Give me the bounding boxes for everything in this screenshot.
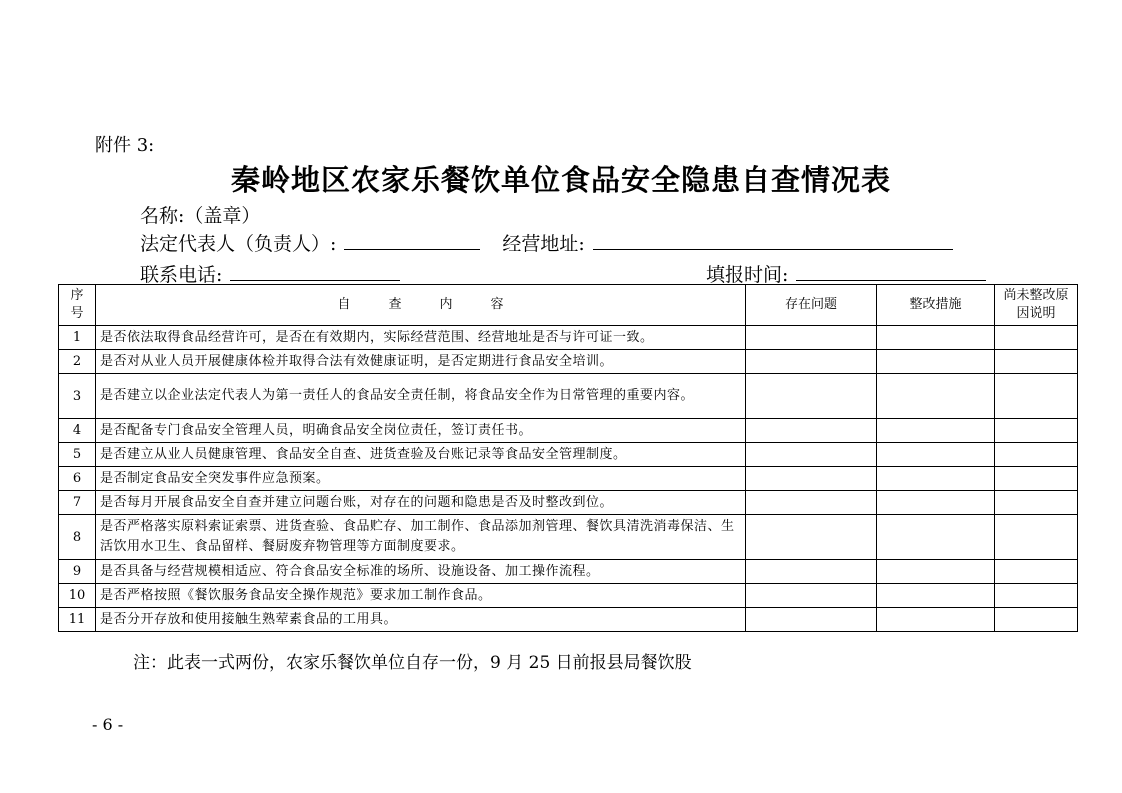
phone-label: 联系电话:	[140, 264, 223, 286]
header-content: 自查内容	[96, 285, 746, 326]
table-row	[59, 515, 1078, 560]
header-index: 序号	[59, 285, 96, 326]
table-row	[59, 350, 1078, 374]
row-reason-cell[interactable]	[995, 350, 1078, 374]
row-number: 4	[59, 419, 96, 443]
row-measures-cell[interactable]	[877, 608, 995, 632]
row-measures-cell[interactable]	[877, 419, 995, 443]
fill-time-label: 填报时间:	[706, 264, 789, 286]
header-issues: 存在问题	[746, 285, 877, 326]
row-number: 3	[59, 374, 96, 419]
row-content: 是否分开存放和使用接触生熟荤素食品的工用具。	[96, 608, 746, 632]
attachment-label: 附件 3:	[95, 135, 155, 156]
row-number: 6	[59, 467, 96, 491]
document-title: 秦岭地区农家乐餐饮单位食品安全隐患自查情况表	[230, 163, 891, 197]
row-reason-cell[interactable]	[995, 326, 1078, 350]
row-issues-cell[interactable]	[746, 443, 877, 467]
row-measures-cell[interactable]	[877, 443, 995, 467]
row-number: 9	[59, 560, 96, 584]
row-reason-cell[interactable]	[995, 491, 1078, 515]
row-measures-cell[interactable]	[877, 350, 995, 374]
self-check-table	[58, 284, 1078, 632]
row-content: 是否制定食品安全突发事件应急预案。	[96, 467, 746, 491]
row-reason-cell[interactable]	[995, 467, 1078, 491]
row-measures-cell[interactable]	[877, 515, 995, 560]
row-number: 7	[59, 491, 96, 515]
row-number: 8	[59, 515, 96, 560]
row-measures-cell[interactable]	[877, 491, 995, 515]
row-measures-cell[interactable]	[877, 374, 995, 419]
row-number: 5	[59, 443, 96, 467]
row-number: 11	[59, 608, 96, 632]
table-row	[59, 326, 1078, 350]
name-row	[140, 201, 260, 228]
row-measures-cell[interactable]	[877, 560, 995, 584]
row-issues-cell[interactable]	[746, 374, 877, 419]
row-reason-cell[interactable]	[995, 515, 1078, 560]
fill-time-field[interactable]	[796, 262, 986, 281]
address-label: 经营地址:	[502, 233, 585, 255]
table-row	[59, 584, 1078, 608]
row-content: 是否严格按照《餐饮服务食品安全操作规范》要求加工制作食品。	[96, 584, 746, 608]
row-content: 是否严格落实原料索证索票、进货查验、食品贮存、加工制作、食品添加剂管理、餐饮具清洗消毒保洁、生活饮用水卫生、食品留样、餐厨废弃物管理等方面制度要求。	[96, 515, 746, 560]
row-reason-cell[interactable]	[995, 560, 1078, 584]
table-row	[59, 374, 1078, 419]
row-number: 10	[59, 584, 96, 608]
legal-rep-field[interactable]	[344, 231, 480, 250]
row-issues-cell[interactable]	[746, 491, 877, 515]
row-issues-cell[interactable]	[746, 608, 877, 632]
row-measures-cell[interactable]	[877, 584, 995, 608]
row-content: 是否建立从业人员健康管理、食品安全自查、进货查验及台账记录等食品安全管理制度。	[96, 443, 746, 467]
table-row	[59, 443, 1078, 467]
row-number: 2	[59, 350, 96, 374]
row-content: 是否建立以企业法定代表人为第一责任人的食品安全责任制，将食品安全作为日常管理的重要内容。	[96, 374, 746, 419]
table-header-row	[59, 285, 1078, 326]
row-content: 是否对从业人员开展健康体检并取得合法有效健康证明，是否定期进行食品安全培训。	[96, 350, 746, 374]
row-content: 是否配备专门食品安全管理人员，明确食品安全岗位责任，签订责任书。	[96, 419, 746, 443]
row-content: 是否每月开展食品安全自查并建立问题台账，对存在的问题和隐患是否及时整改到位。	[96, 491, 746, 515]
row-measures-cell[interactable]	[877, 467, 995, 491]
address-field[interactable]	[593, 231, 953, 250]
row-issues-cell[interactable]	[746, 326, 877, 350]
row-issues-cell[interactable]	[746, 419, 877, 443]
table-row	[59, 491, 1078, 515]
row-number: 1	[59, 326, 96, 350]
row-content: 是否具备与经营规模相适应、符合食品安全标准的场所、设施设备、加工操作流程。	[96, 560, 746, 584]
legal-rep-label: 法定代表人（负责人）:	[140, 233, 337, 255]
row-issues-cell[interactable]	[746, 584, 877, 608]
row-reason-cell[interactable]	[995, 443, 1078, 467]
page-number: - 6 -	[92, 715, 124, 734]
phone-row	[140, 260, 400, 287]
legal-rep-row	[140, 229, 953, 256]
header-reason: 尚未整改原因说明	[995, 285, 1078, 326]
row-issues-cell[interactable]	[746, 560, 877, 584]
row-issues-cell[interactable]	[746, 350, 877, 374]
row-reason-cell[interactable]	[995, 374, 1078, 419]
table-row	[59, 560, 1078, 584]
row-content: 是否依法取得食品经营许可，是否在有效期内，实际经营范围、经营地址是否与许可证一致。	[96, 326, 746, 350]
table-row	[59, 419, 1078, 443]
row-reason-cell[interactable]	[995, 584, 1078, 608]
table-row	[59, 467, 1078, 491]
row-issues-cell[interactable]	[746, 515, 877, 560]
footnote: 注：此表一式两份，农家乐餐饮单位自存一份，9 月 25 日前报县局餐饮股	[133, 653, 692, 673]
row-measures-cell[interactable]	[877, 326, 995, 350]
phone-field[interactable]	[230, 262, 400, 281]
table-row	[59, 608, 1078, 632]
row-issues-cell[interactable]	[746, 467, 877, 491]
header-measures: 整改措施	[877, 285, 995, 326]
name-label: 名称:（盖章）	[140, 205, 261, 227]
row-reason-cell[interactable]	[995, 419, 1078, 443]
fill-time-row	[706, 260, 986, 287]
row-reason-cell[interactable]	[995, 608, 1078, 632]
